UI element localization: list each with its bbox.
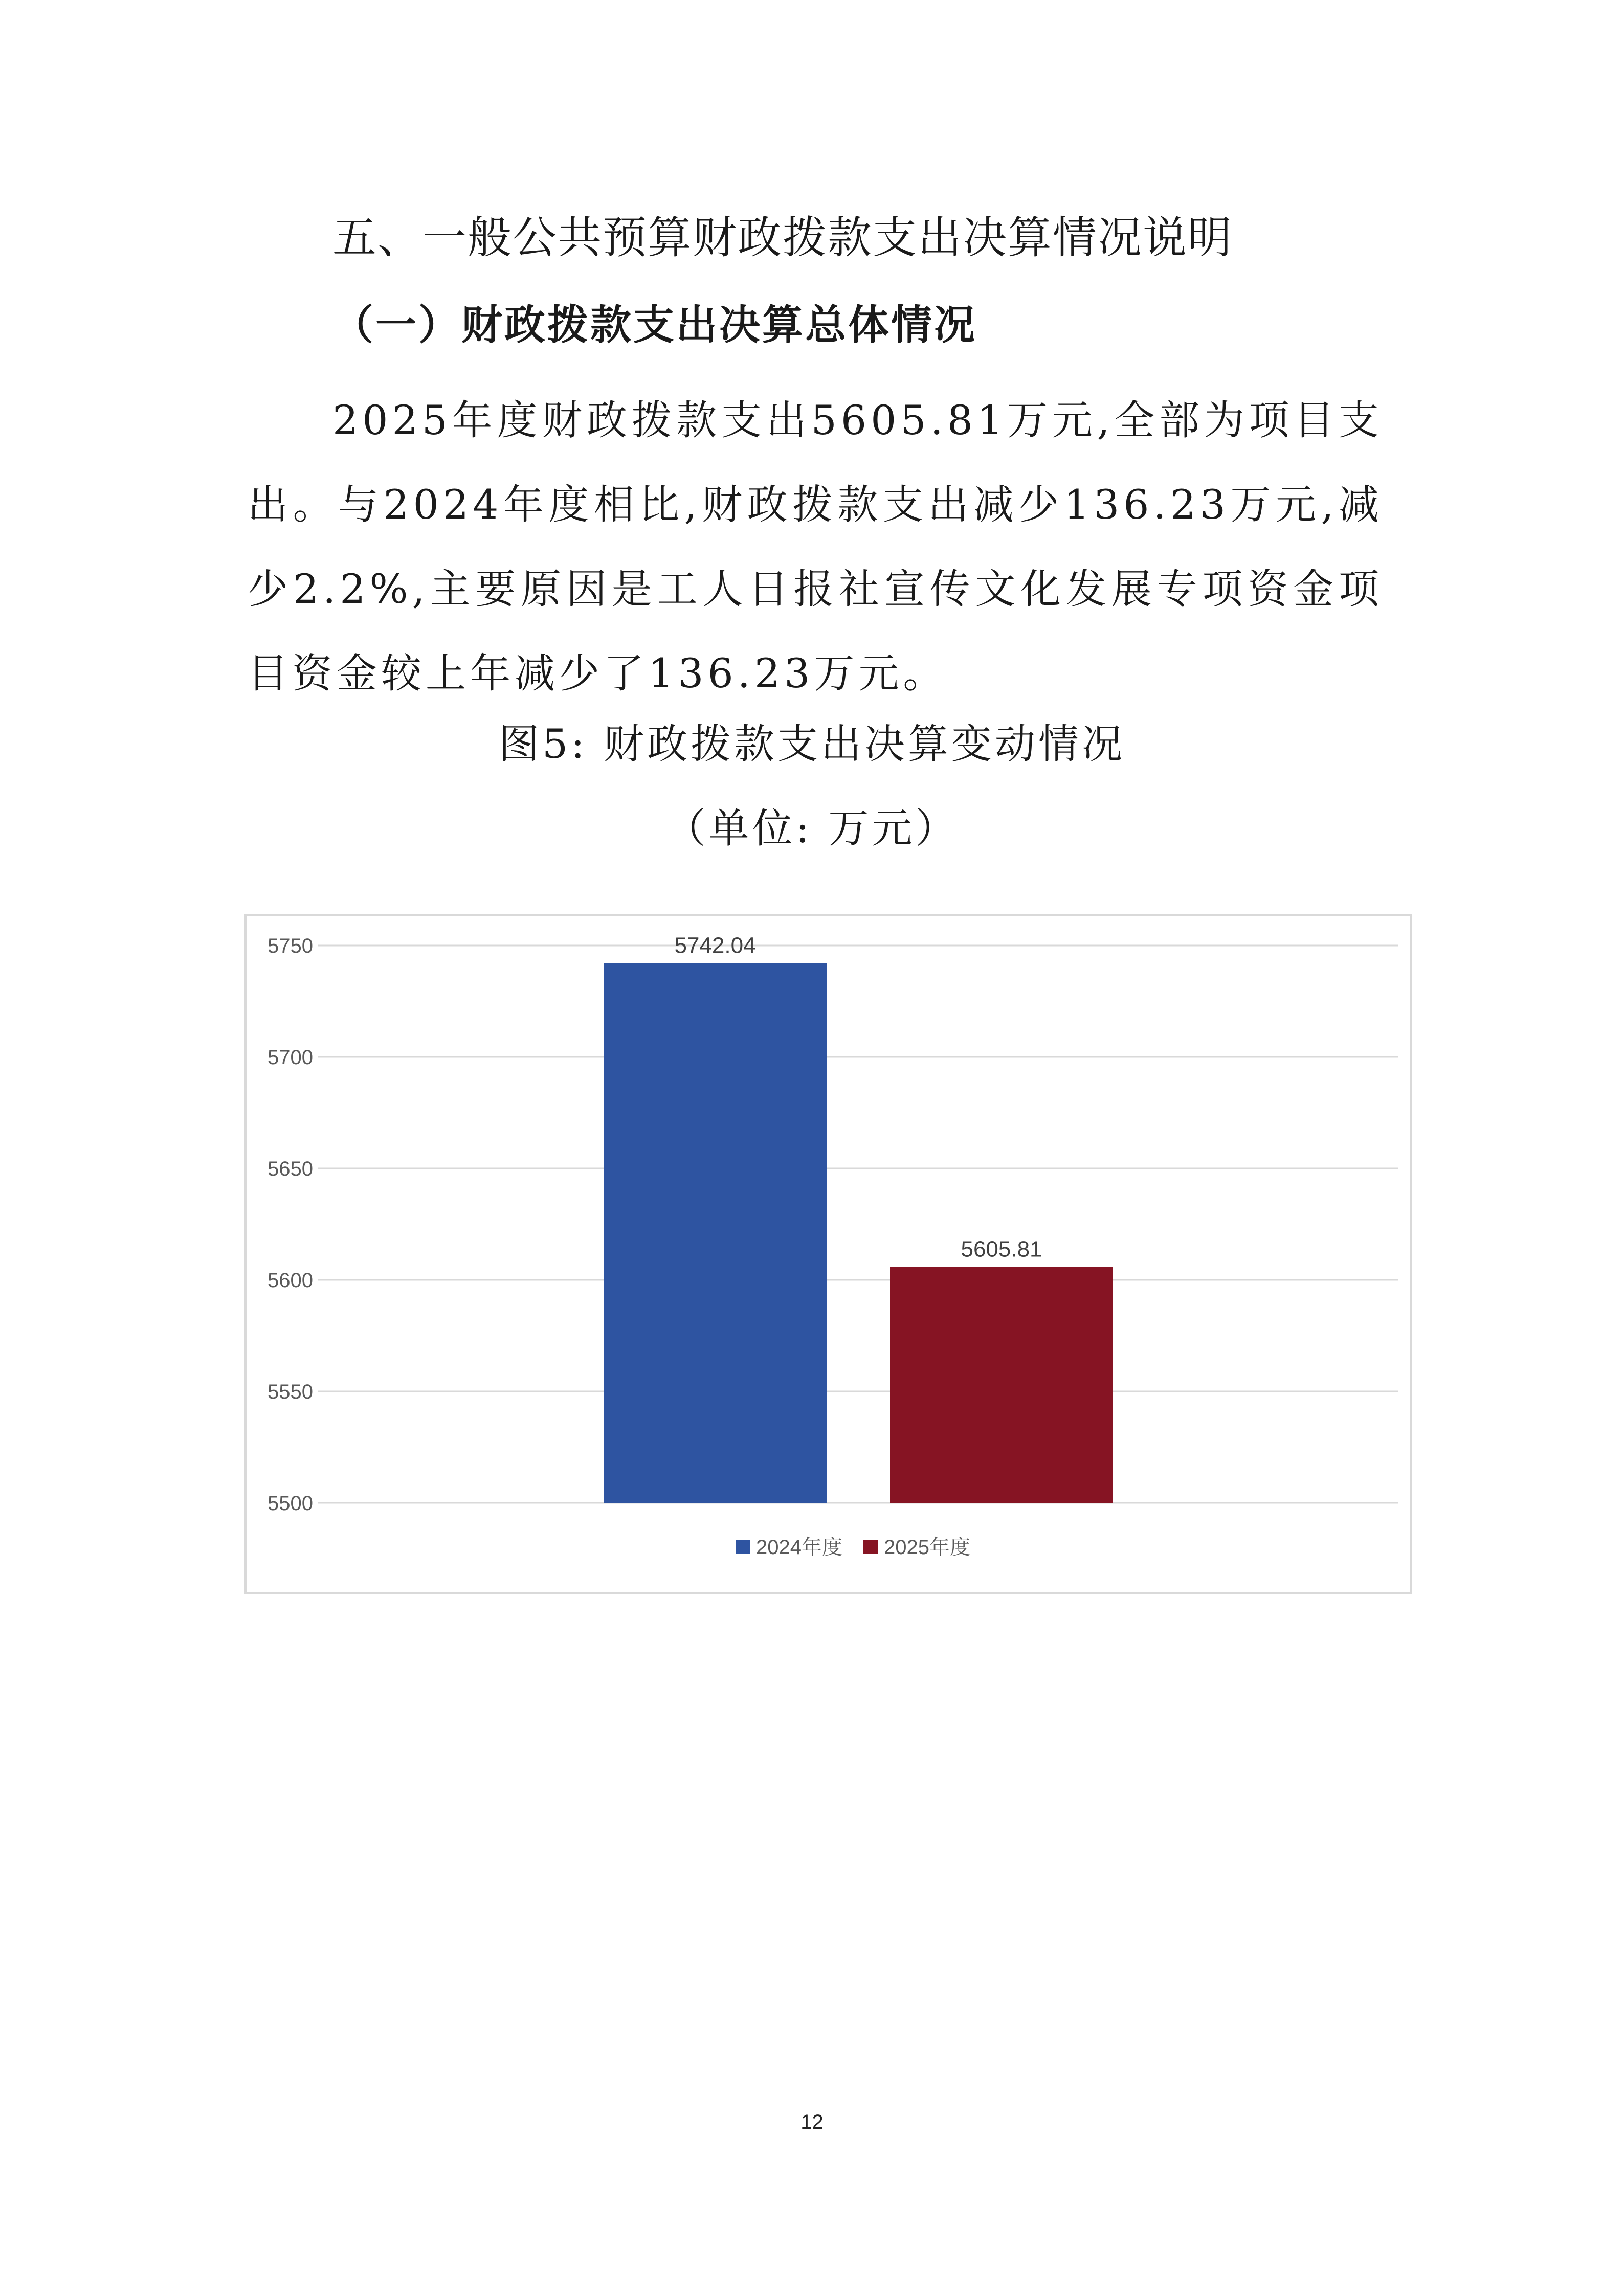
subsection-heading: （一）财政拨款支出决算总体情况 (332, 301, 977, 349)
data-label: 5742.04 (674, 933, 756, 958)
section-heading: 五、一般公共预算财政拨款支出决算情况说明 (332, 212, 1233, 263)
data-label: 5605.81 (961, 1236, 1042, 1262)
body-paragraph: 2025年度财政拨款支出5605.81万元,全部为项目支出。与2024年度相比,财政拨款支出减少136.23万元,减少2.2%,主要原因是工人日报社宣传文化发展专项资金项目资金较上年减少了136.23万元。 (248, 397, 1383, 697)
y-tick-label: 5650 (268, 1158, 313, 1180)
y-tick-label: 5550 (268, 1381, 313, 1403)
legend-swatch (863, 1540, 878, 1554)
figure-caption: 图5: 财政拨款支出决算变动情况 (499, 721, 1125, 768)
legend-label: 2024年度 (756, 1536, 842, 1559)
legend-swatch (736, 1540, 750, 1554)
bar-chart-svg (247, 916, 1410, 1592)
bar-chart (244, 914, 1412, 1594)
figure-unit: （单位: 万元） (665, 805, 959, 852)
legend-label: 2025年度 (884, 1536, 970, 1559)
y-tick-label: 5750 (268, 935, 313, 957)
y-tick-label: 5500 (268, 1492, 313, 1515)
bar (890, 1267, 1113, 1503)
page-number: 12 (800, 2111, 824, 2133)
y-tick-label: 5700 (268, 1046, 313, 1069)
y-tick-label: 5600 (268, 1269, 313, 1292)
bar (604, 963, 827, 1503)
